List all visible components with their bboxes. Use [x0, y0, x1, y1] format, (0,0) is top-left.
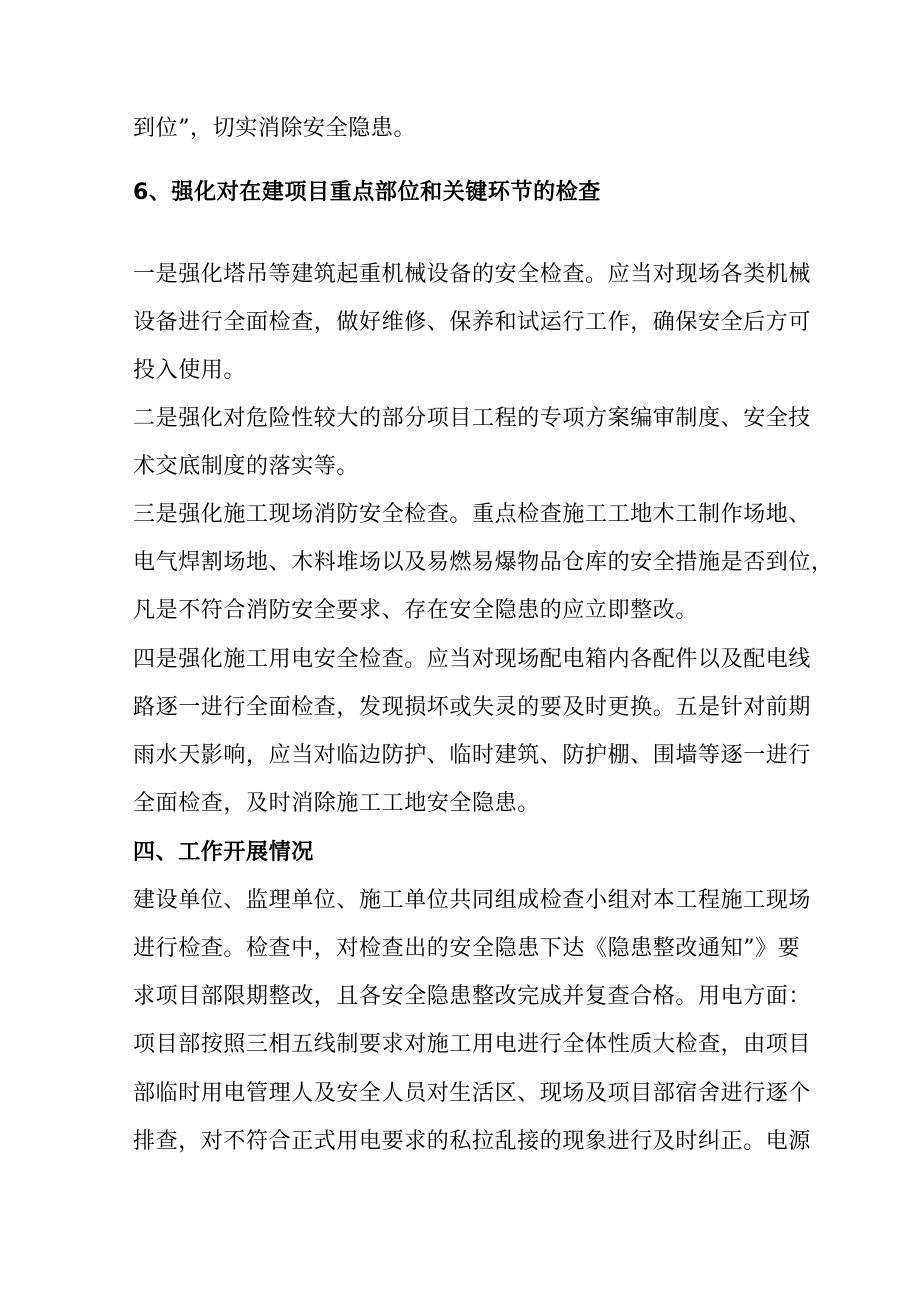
text-line: 路逐一进行全面检查，发现损坏或失灵的要及时更换。五是针对前期 — [133, 695, 812, 720]
text-line: 到位”，切实消除安全隐患。 — [133, 116, 417, 141]
text-line: 进行检查。检查中，对检查出的安全隐患下达《隐患整改通知”》要 — [133, 936, 801, 961]
text-line: 部临时用电管理人及安全人员对生活区、现场及项目部宿舍进行逐个 — [133, 1081, 812, 1106]
text-line: 投入使用。 — [133, 358, 247, 383]
text-line: 三是强化施工现场消防安全检查。重点检查施工工地木工制作场地、 — [133, 502, 812, 527]
text-line: 雨水天影响，应当对临边防护、临时建筑、防护棚、围墙等逐一进行 — [133, 743, 812, 768]
text-line: 求项目部限期整改，且各安全隐患整改完成并复查合格。用电方面： — [133, 984, 812, 1009]
text-line: 二是强化对危险性较大的部分项目工程的专项方案编审制度、安全技 — [133, 406, 812, 431]
section-heading-4: 四、工作开展情况 — [133, 840, 314, 865]
text-line: 一是强化塔吊等建筑起重机械设备的安全检查。应当对现场各类机械 — [133, 262, 812, 287]
text-line: 术交底制度的落实等。 — [133, 454, 360, 479]
text-line: 电气焊割场地、木料堆场以及易燃易爆物品仓库的安全措施是否到位， — [133, 550, 834, 575]
text-line: 建设单位、监理单位、施工单位共同组成检查小组对本工程施工现场 — [133, 888, 812, 913]
section-heading-6: 6、强化对在建项目重点部位和关键环节的检查 — [133, 180, 601, 205]
text-line: 项目部按照三相五线制要求对施工用电进行全体性质大检查，由项目 — [133, 1032, 812, 1057]
text-line: 排查，对不符合正式用电要求的私拉乱接的现象进行及时纠正。电源 — [133, 1129, 812, 1154]
text-line: 全面检查，及时消除施工工地安全隐患。 — [133, 791, 540, 816]
text-line: 设备进行全面检查，做好维修、保养和试运行工作，确保安全后方可 — [133, 310, 812, 335]
text-line: 凡是不符合消防安全要求、存在安全隐患的应立即整改。 — [133, 598, 699, 623]
text-line: 四是强化施工用电安全检查。应当对现场配电箱内各配件以及配电线 — [133, 647, 812, 672]
